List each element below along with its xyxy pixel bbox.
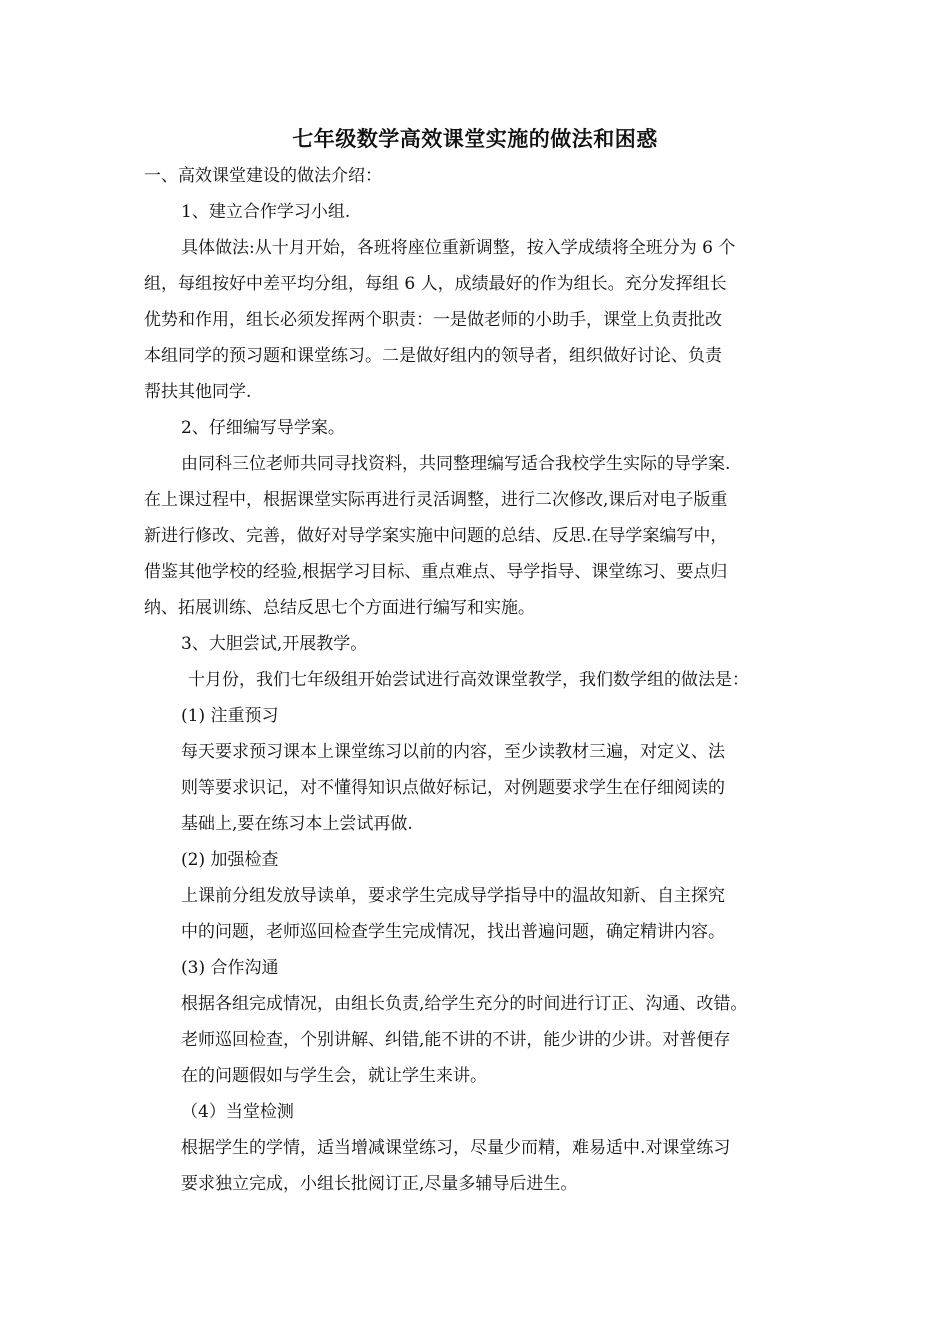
paragraph-line: 根据学生的学情，适当增减课堂练习，尽量少而精，难易适中.对课堂练习 — [181, 1138, 731, 1158]
paragraph-line: 新进行修改、完善，做好对导学案实施中问题的总结、反思.在导学案编写中， — [144, 526, 728, 546]
paragraph-line: 根据各组完成情况，由组长负责,给学生充分的时间进行订正、沟通、改错。 — [181, 994, 748, 1014]
item-heading: (3) 合作沟通 — [181, 958, 279, 978]
subsection-heading: 1、建立合作学习小组. — [181, 202, 351, 222]
paragraph-line: 借鉴其他学校的经验,根据学习目标、重点难点、导学指导、课堂练习、要点归 — [144, 562, 728, 582]
subsection-heading: 2、仔细编写导学案。 — [181, 418, 345, 438]
paragraph-line: 优势和作用，组长必须发挥两个职责：一是做老师的小助手，课堂上负责批改 — [144, 310, 722, 330]
paragraph-line: 在上课过程中，根据课堂实际再进行灵活调整，进行二次修改,课后对电子版重 — [144, 490, 728, 510]
paragraph-line: 帮扶其他同学. — [144, 382, 252, 402]
paragraph-line: 则等要求识记，对不懂得知识点做好标记，对例题要求学生在仔细阅读的 — [181, 778, 725, 798]
document-title: 七年级数学高效课堂实施的做法和困惑 — [292, 126, 658, 151]
paragraph-line: 要求独立完成，小组长批阅订正,尽量多辅导后进生。 — [181, 1174, 578, 1194]
paragraph-line: 本组同学的预习题和课堂练习。二是做好组内的领导者，组织做好讨论、负责 — [144, 346, 722, 366]
paragraph-line: 纳、拓展训练、总结反思七个方面进行编写和实施。 — [144, 598, 535, 618]
item-heading: (1) 注重预习 — [181, 706, 279, 726]
item-heading: （4）当堂检测 — [181, 1102, 294, 1122]
paragraph-line: 每天要求预习课本上课堂练习以前的内容，至少读教材三遍，对定义、法 — [181, 742, 725, 762]
paragraph-line: 在的问题假如与学生会，就让学生来讲。 — [181, 1066, 487, 1086]
subsection-heading: 3、大胆尝试,开展教学。 — [181, 634, 368, 654]
paragraph-line: 基础上,要在练习本上尝试再做. — [181, 814, 413, 834]
paragraph-line: 十月份，我们七年级组开始尝试进行高效课堂教学，我们数学组的做法是： — [188, 670, 749, 690]
paragraph-line: 上课前分组发放导读单，要求学生完成导学指导中的温故知新、自主探究 — [181, 886, 725, 906]
paragraph-line: 老师巡回检查，个别讲解、纠错,能不讲的不讲，能少讲的少讲。对普便存 — [181, 1030, 731, 1050]
paragraph-line: 具体做法:从十月开始，各班将座位重新调整，按入学成绩将全班分为 6 个 — [181, 238, 736, 258]
section-heading: 一、高效课堂建设的做法介绍： — [144, 166, 382, 186]
paragraph-line: 组，每组按好中差平均分组，每组 6 人，成绩最好的作为组长。充分发挥组长 — [144, 274, 727, 294]
paragraph-line: 由同科三位老师共同寻找资料，共同整理编写适合我校学生实际的导学案. — [181, 454, 731, 474]
paragraph-line: 中的问题，老师巡回检查学生完成情况，找出普遍问题，确定精讲内容。 — [181, 922, 725, 942]
item-heading: (2) 加强检查 — [181, 850, 279, 870]
